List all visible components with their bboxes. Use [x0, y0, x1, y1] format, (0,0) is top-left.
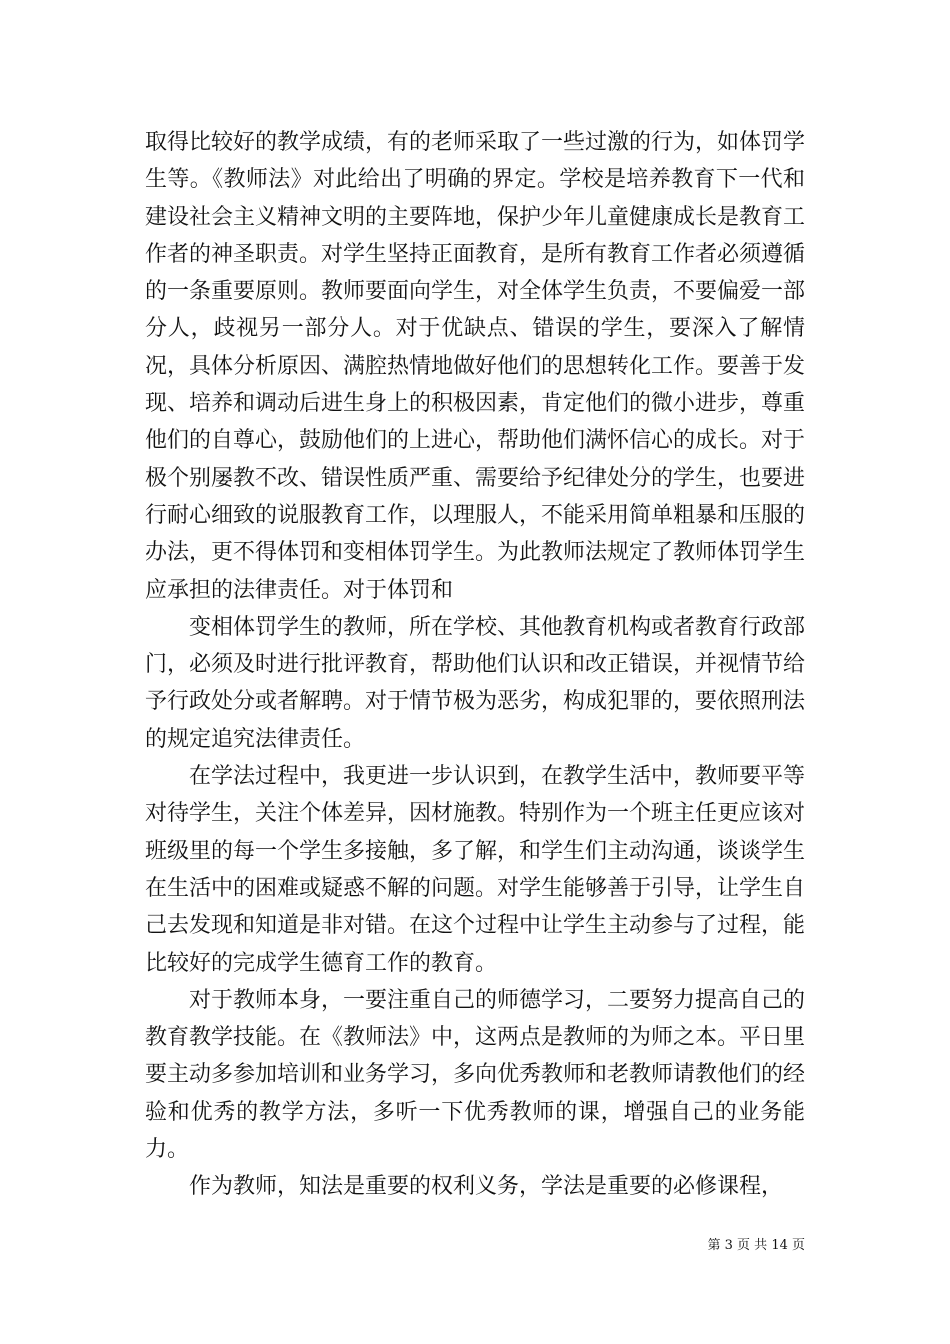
- document-body: [145, 124, 805, 1206]
- paragraph-continuation: 取得比较好的教学成绩，有的老师采取了一些过激的行为，如体罚学生等。《教师法》对此给出了明确的界定。学校是培养教育下一代和建设社会主义精神文明的主要阵地，保护少年儿童健康成长是教育工作者的神圣职责。对学生坚持正面教育，是所有教育工作者必须遵循的一条重要原则。教师要面向学生，对全体学生负责，不要偏爱一部分人，歧视另一部分人。对于优缺点、错误的学生，要深入了解情况，具体分析原因、满腔热情地做好他们的思想转化工作。要善于发现、培养和调动后进生身上的积极因素，肯定他们的微小进步，尊重他们的自尊心，鼓励他们的上进心，帮助他们满怀信心的成长。对于极个别屡教不改、错误性质严重、需要给予纪律处分的学生，也要进行耐心细致的说服教育工作，以理服人，不能采用简单粗暴和压服的办法，更不得体罚和变相体罚学生。为此教师法规定了教师体罚学生应承担的法律责任。对于体罚和: [145, 130, 806, 603]
- paragraph: 在学法过程中，我更进一步认识到，在教学生活中，教师要平等对待学生，关注个体差异，因材施教。特别作为一个班主任更应该对班级里的每一个学生多接触，多了解，和学生们主动沟通，谈谈学生在生活中的困难或疑惑不解的问题。对学生能够善于引导，让学生自己去发现和知道是非对错。在这个过程中让学生主动参与了过程，能比较好的完成学生德育工作的教育。: [145, 764, 806, 976]
- page-number: 第 3 页 共 14 页: [707, 1238, 805, 1253]
- paragraph: 变相体罚学生的教师，所在学校、其他教育机构或者教育行政部门，必须及时进行批评教育，帮助他们认识和改正错误，并视情节给予行政处分或者解聘。对于情节极为恶劣，构成犯罪的，要依照刑法的规定追究法律责任。: [145, 614, 806, 752]
- paragraph: 对于教师本身，一要注重自己的师德学习，二要努力提高自己的教育教学技能。在《教师法》中，这两点是教师的为师之本。平日里要主动多参加培训和业务学习，多向优秀教师和老教师请教他们的经验和优秀的教学方法，多听一下优秀教师的课，增强自己的业务能力。: [145, 987, 806, 1163]
- paragraph: 作为教师，知法是重要的权利义务，学法是重要的必修课程，: [189, 1174, 784, 1200]
